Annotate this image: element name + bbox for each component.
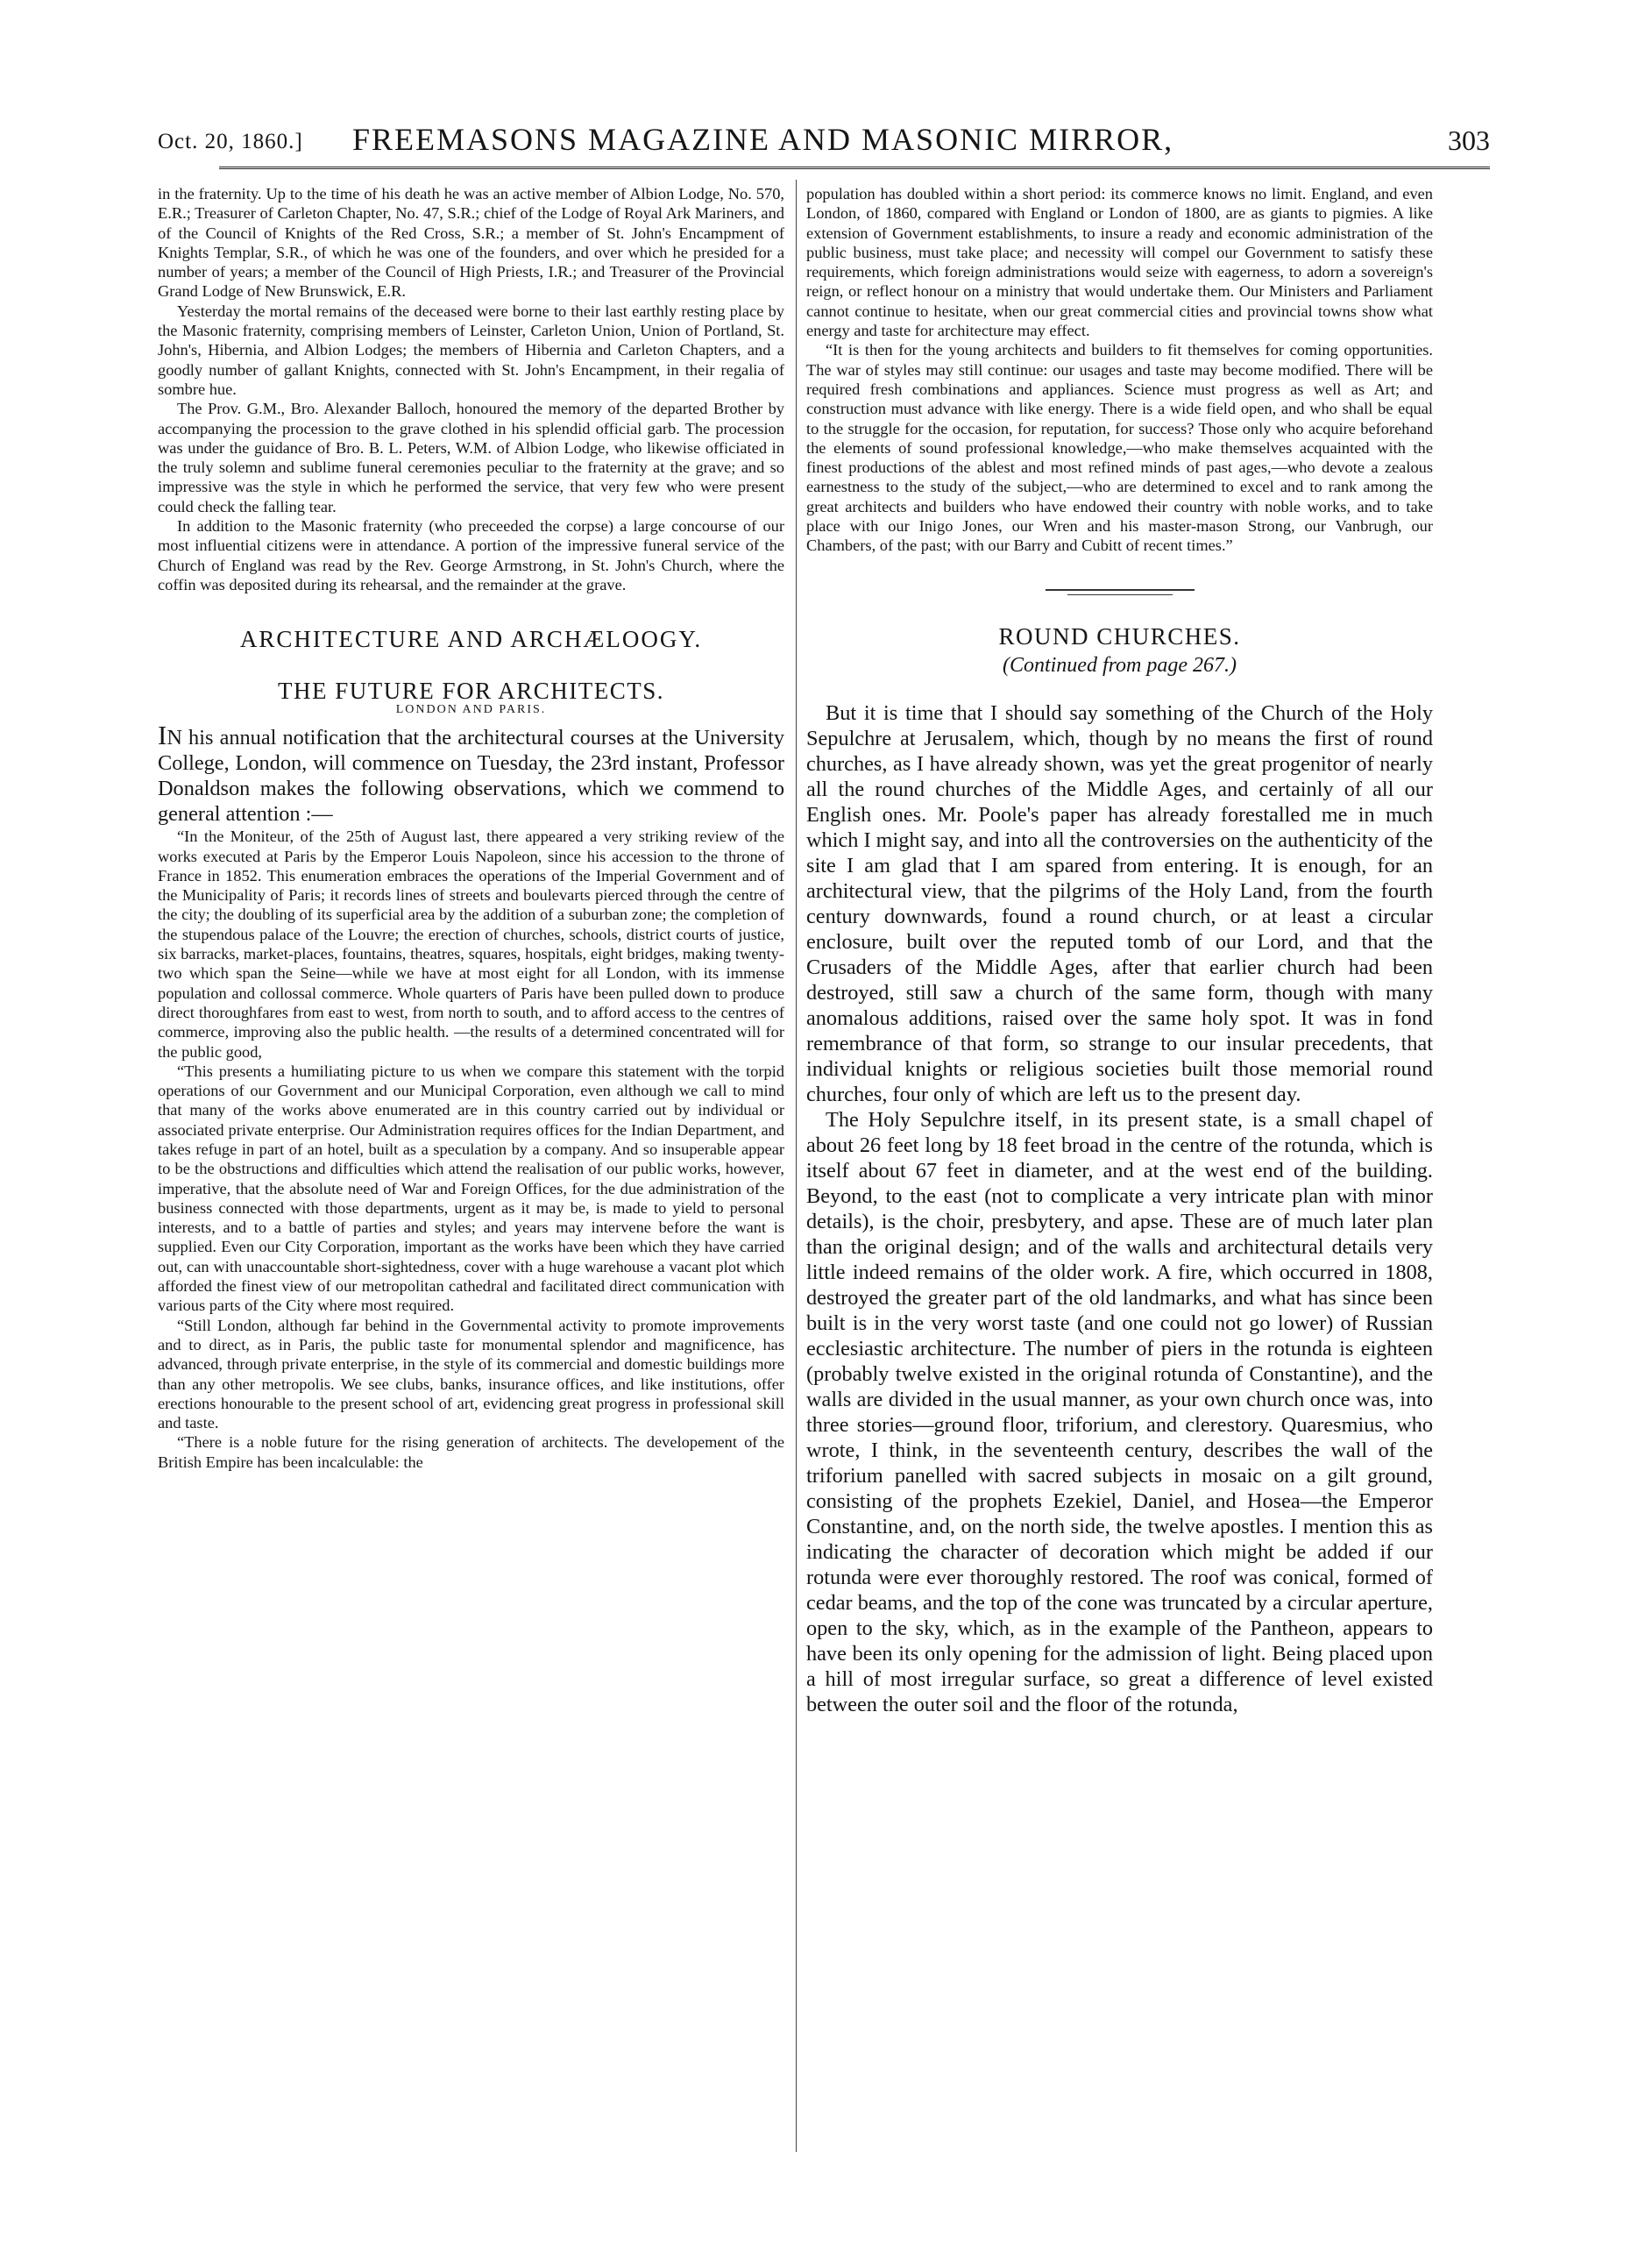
quoted-paragraph: “In the Moniteur, of the 25th of August last, there appeared a very striking review of the works executed at Paris by the Emperor Louis Napoleon, since his accession to the throne of France in 1852. This enumeration embraces the operations of the Imperial Government and of the Municipality of Paris; it records lines of streets and boulevarts pierced through the centre of the city; the doubling of its superficial area by the addition of a suburban zone; the completion of the stupendous palace of the Louvre; the erection of churches, schools, district courts of justice, six barracks, market-places, fountains, theatres, squares, hospitals, eight bridges, making twenty-two which span the Seine—while we have at most eight for all London, with its immense population and collossal commerce. Whole quarters of Paris have been pulled down to produce direct thoroughfares from east to west, from north to south, and to afford access to the centres of commerce, improving also the public health. —the results of a determined concentrated will for the public good, [158, 828, 784, 1061]
quoted-paragraph: “It is then for the young architects and builders to fit themselves for coming opportunities. The war of styles may still continue: our usages and taste may become modified. There will be required fresh combinations and appliances. Science must progress as well as Art; and construction must advance with like energy. There is a wide field open, and who shall be equal to the struggle for the occasion, for reputation, for success? Those only who acquire beforehand the elements of sound professional knowledge,—who make themselves acquainted with the finest productions of the ablest and most refined minds of past ages,—who devote a zealous earnestness to the study of the subject,—who are determined to excel and to rank among the great architects and builders who have endowed their country with noble works, and to take place with our Inigo Jones, our Wren and his master-mason Strong, our Vanbrugh, our Chambers, of the past; with our Barry and Cubitt of recent times.” [806, 341, 1433, 555]
quoted-paragraph: “There is a noble future for the rising generation of architects. The developement of the British Empire has been incalculable: the [158, 1433, 784, 1471]
continued-note: (Continued from page 267.) [1002, 653, 1237, 677]
article-paragraph: The Holy Sepulchre itself, in its present state, is a small chapel of about 26 feet long by 18 feet broad in the centre of the rotunda, which is itself about 67 feet in diameter, and at the west end of the building. Beyond, to the east (not to complicate a very intricate plan with minor details), is the choir, presbytery, and apse. These are of much later plan than the original design; and of the walls and architectural details very little indeed remains of the older work. A fire, which occurred in 1808, destroyed the greater part of the old landmarks, and what has since been built is in the very worst taste (and one could not go lower) of Russian ecclesiastic architecture. The number of piers in the rotunda is eighteen (probably twelve existed in the original rotunda of Constantine), and the walls are divided in the usual manner, as your own church once was, into three stories—ground floor, triforium, and clerestory. Quaresmius, who wrote, I think, in the seventeenth century, describes the wall of the triforium panelled with sacred subjects in mosaic on a gilt ground, consisting of the prophets Ezekiel, Daniel, and Hosea—the Emperor Constantine, and, on the north side, the twelve apostles. I mention this as indicating the character of decoration which might be added if our rotunda were ever thoroughly restored. The roof was conical, formed of cedar beams, and the top of the cone was truncated by a circular aperture, open to the sky, which, as in the example of the Pantheon, appears to have been its only opening for the admission of light. Being placed upon a hill of most irregular surface, so great a difference of level existed between the outer soil and the floor of the rotunda, [806, 1107, 1433, 1716]
obituary-paragraph: In addition to the Masonic fraternity (who preceeded the corpse) a large concourse of our most influential citizens were in attendance. A portion of the impressive funeral service of the Church of England was read by the Rev. George Armstrong, in St. John's Church, where the coffin was deposited during its rehearsal, and the remainder at the grave. [158, 517, 784, 593]
article-divider [1046, 589, 1195, 595]
magazine-title: FREEMASONS MAGAZINE AND MASONIC MIRROR, [352, 122, 1174, 157]
obituary-paragraph: The Prov. G.M., Bro. Alexander Balloch, honoured the memory of the departed Brother by accompanying the procession to the grave clothed in his splendid official garb. The procession was under the guidance of Bro. B. L. Peters, W.M. of Albion Lodge, who likewise officiated in the truly solemn and sublime funeral ceremonies peculiar to the fraternity at the grave; and so impressive was the style in which he performed the service, that very few who were present could check the falling tear. [158, 400, 784, 515]
article-paragraph: But it is time that I should say something of the Church of the Holy Sepulchre at Jerusalem, which, though by no means the first of round churches, as I have already shown, was yet the great progenitor of nearly all the round churches of the Middle Ages, and certainly of all our English ones. Mr. Poole's paper has already forestalled me in much which I might say, and into all the controversies on the authenticity of the site I am glad that I am spared from entering. It is enough, for an architectural view, that the pilgrims of the Holy Land, from the fourth century downwards, found a round church, or at least a circular enclosure, built over the reputed tomb of our Lord, and that the Crusaders of the Middle Ages, after that earlier church had been destroyed, still saw a church of the same form, though with many anomalous additions, raised over the same holy spot. It was in fond remembrance of that form, so strange to our insular precedents, that individual knights or religious societies built those memorial round churches, four only of which are left us to the present day. [806, 700, 1434, 1106]
quoted-paragraph: “This presents a humiliating picture to us when we compare this statement with the torpid operations of our Government and our Municipal Corporation, even although we call to mind that many of the works above enumerated are in this country carried out by individual or associated private enterprise. Our Administration requires offices for the Indian Department, and takes refuge in part of an hotel, built as a speculation by a company. And so insuperable appear to be the obstructions and difficulties which attend the realisation of our public works, however, imperative, that the absolute need of War and Foreign Offices, for the due administration of the business connected with those departments, urgent as it may be, is made to yield to personal interests, and to a battle of parties and styles; and years may intervene before the want is supplied. Even our City Corporation, important as the works have been which they have carried out, can with unaccountable short-sightedness, cover with a huge warehouse a vacant plot which afforded the finest view of our metropolitan cathedral and facilitated direct communication with various parts of the City where most required. [158, 1062, 784, 1315]
section-heading: ARCHITECTURE AND ARCHÆLOOGY. [239, 626, 703, 653]
issue-date: Oct. 20, 1860.] [158, 130, 303, 153]
column-divider [796, 180, 797, 2152]
article-title: ROUND CHURCHES. [998, 622, 1241, 650]
initial-letter: I [158, 720, 167, 751]
page-header [158, 116, 1490, 168]
left-column [158, 184, 784, 1472]
obituary-paragraph: in the fraternity. Up to the time of his death he was an active member of Albion Lodge, No. 570, E.R.; Treasurer of Carleton Chapter, No. 47, S.R.; chief of the Lodge of Royal Ark Mariners, and of the Council of Knights of the Red Cross, S.R.; a member of St. John's Encampment of Knights Templar, S.R., of which he was one of the founders, and over which he presided for a number of years; a member of the Council of High Priests, I.R.; and Treasurer of the Provincial Grand Lodge of New Brunswick, E.R. [158, 185, 784, 301]
obituary-paragraph: Yesterday the mortal remains of the deceased were borne to their last earthly resting place by the Masonic fraternity, comprising members of Leinster, Carleton Union, Union of Portland, St. John's, Hibernia, and Albion Lodges; the members of Hibernia and Carleton Chapters, and a goodly number of gallant Knights, connected with St. John's Encampment, in their regalia of sombre hue. [158, 302, 784, 398]
quoted-paragraph: “Still London, although far behind in the Governmental activity to promote improvements and to direct, as in Paris, the public taste for monumental splendor and magnificence, has advanced, through private enterprise, in the style of its commercial and domestic buildings more than any other metropolis. We see clubs, banks, insurance offices, and like institutions, offer erections honourable to the present school of art, evidencing great progress in professional skill and taste. [158, 1316, 784, 1432]
quoted-paragraph: population has doubled within a short period: its commerce knows no limit. England, and even London, of 1860, compared with England or London of 1800, are as giants to pigmies. A like extension of Government establishments, to insure a ready and economic administration of the public business, must take place; and necessity will compel our Government to satisfy these requirements, which foreign administrations would seize with eagerness, to adorn a sovereign's reign, or reflect honour on a ministry that would undertake them. Our Ministers and Parliament cannot continue to hesitate, when our great commercial cities and provincial towns show what energy and taste for architecture may effect. [806, 185, 1433, 340]
right-column [806, 184, 1433, 1717]
article-title: THE FUTURE FOR ARCHITECTS. [277, 678, 665, 705]
page-number: 303 [1448, 124, 1490, 156]
article-intro [158, 722, 784, 827]
article-intro-text: N his annual notification that the architectural courses at the University College, London, will commence on Tuesday, the 23rd instant, Professor Donaldson makes the following observations, which we commend to general attention :— [158, 726, 784, 827]
header-rule [219, 167, 1490, 172]
article-subtitle: LONDON AND PARIS. [395, 703, 547, 717]
